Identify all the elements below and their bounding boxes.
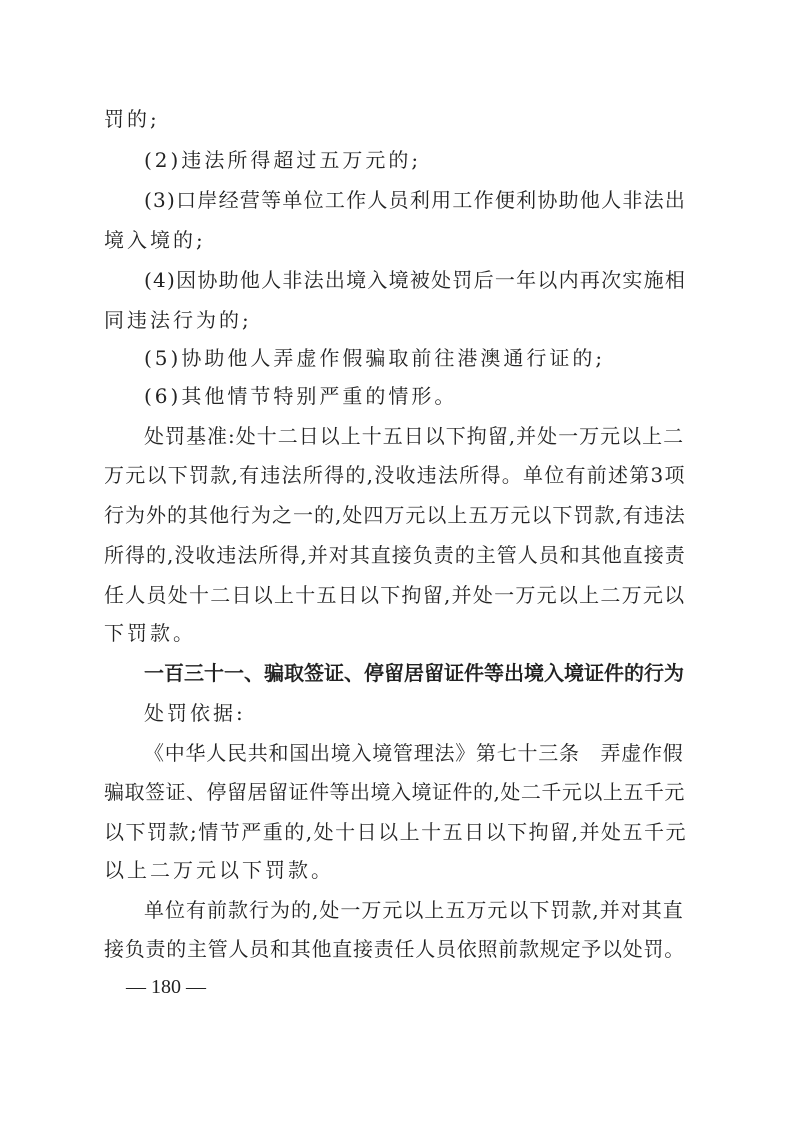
page-number: — 180 — (126, 976, 206, 998)
text-line: 处罚基准:处十二日以上十五日以下拘留,并处一万元以上二 (144, 424, 685, 448)
text-line: 处罚依据: (144, 701, 246, 725)
text-line: (4)因协助他人非法出境入境被处罚后一年以内再次实施相 (144, 268, 687, 292)
text-line: 万元以下罚款,有违法所得的,没收违法所得。单位有前述第3项 (104, 463, 686, 487)
text-line: 境入境的; (104, 228, 206, 252)
text-line: 同违法行为的; (104, 308, 252, 332)
text-line: 任人员处十二日以上十五日以下拘留,并处一万元以上二万元以 (104, 583, 686, 607)
text-line: 以下罚款;情节严重的,处十日以上十五日以下拘留,并处五千元 (104, 820, 687, 844)
text-line: 单位有前款行为的,处一万元以上五万元以下罚款,并对其直 (144, 898, 684, 922)
text-line: (2)违法所得超过五万元的; (144, 148, 422, 172)
text-line: 罚的; (104, 107, 160, 131)
text-line: 骗取签证、停留居留证件等出境入境证件的,处二千元以上五千元 (104, 780, 685, 804)
section-heading: 一百三十一、骗取签证、停留居留证件等出境入境证件的行为 (144, 661, 684, 685)
text-line: 行为外的其他行为之一的,处四万元以上五万元以下罚款,有违法 (104, 503, 686, 527)
text-line: (5)协助他人弄虚作假骗取前往港澳通行证的; (144, 346, 606, 370)
text-line: 以上二万元以下罚款。 (104, 858, 334, 882)
text-line: 《中华人民共和国出境入境管理法》第七十三条 弄虚作假 (144, 741, 684, 765)
text-line: (6)其他情节特别严重的情形。 (144, 384, 458, 408)
text-line: 所得的,没收违法所得,并对其直接负责的主管人员和其他直接责 (104, 543, 686, 567)
text-line: (3)口岸经营等单位工作人员利用工作便利协助他人非法出 (144, 188, 687, 212)
text-line: 接负责的主管人员和其他直接责任人员依照前款规定予以处罚。 (104, 937, 685, 961)
text-line: 下罚款。 (104, 621, 196, 645)
